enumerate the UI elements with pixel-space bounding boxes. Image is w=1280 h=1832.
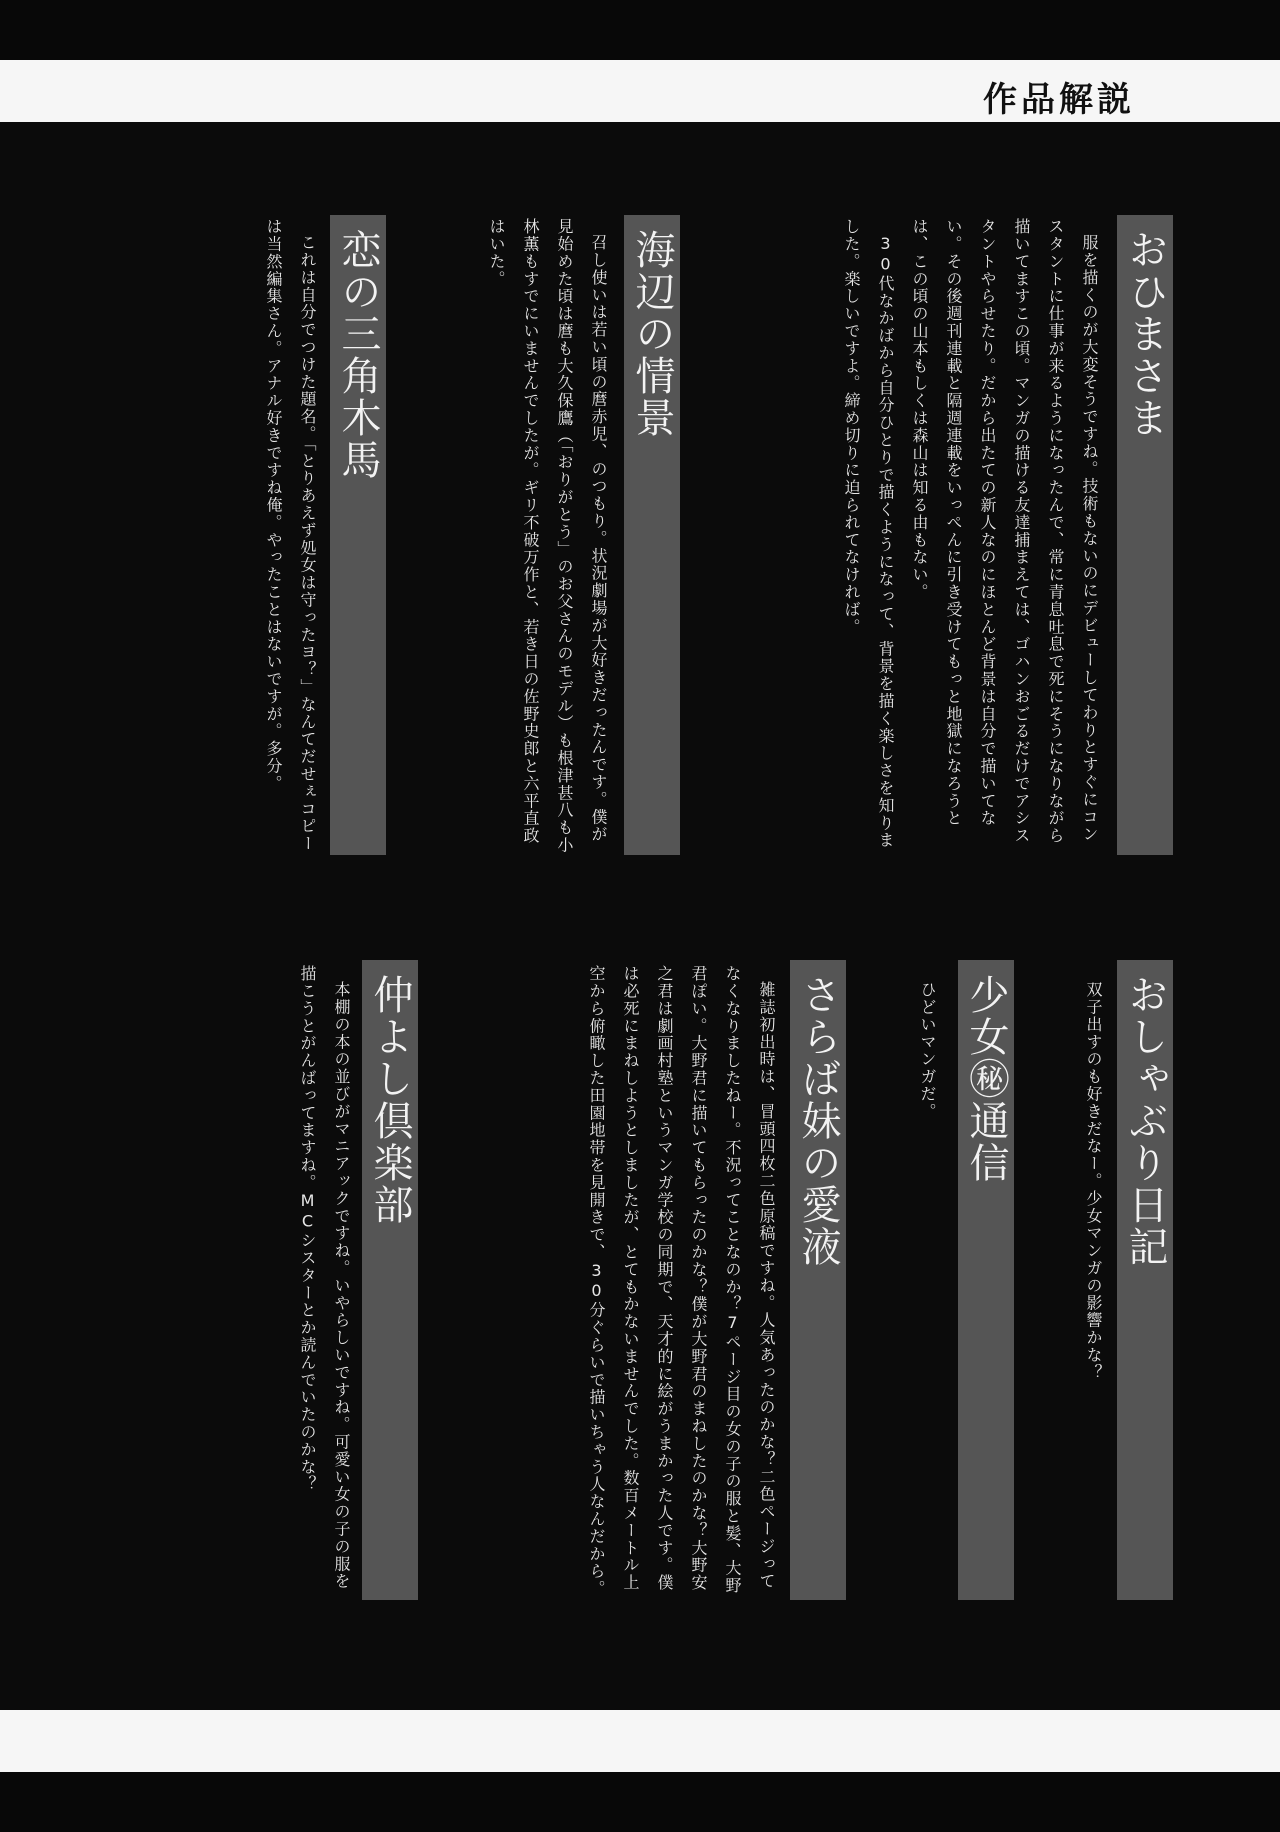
- section-body-ohimasama: [728, 218, 1106, 858]
- bottom-black-band: [0, 1772, 1280, 1832]
- paragraph: 雑誌初出時は、冒頭四枚二色原稿ですね。人気あったのかな？二色ページってなくなりましたねー。不況ってことなのか？7ページ目の女の子の服と髪、大野君ぽい。大野君に描いてもらったのかな？僕が大野君のまねしたのかな？大野安之君は劇画村塾というマンガ学校の同期で、天才的に絵がうまかった人です。僕は必死にまねしようとしましたが、とてもかないませんでした。数百メートル上空から俯瞰した田園地帯を見開きで、30分ぐらいで描いちゃう人なんだから。: [587, 965, 776, 1598]
- section-heading-text: 海辺の情景: [629, 229, 675, 439]
- paragraph: 服を描くのが大変そうですね。技術もないのにデビューしてわりとすぐにコンスタントに仕事が来るようになったんで、常に青息吐息で死にそうになりながら描いてますこの頃。マンガの描ける友達捕まえては、ゴハンおごるだけでアシスタントやらせたり。だから出たての新人なのにほとんど背景は自分で描いてない。その後週刊連載と隔週連載をいっぺんに引き受けてもっと地獄になろうとは、この頃の山本もしくは森山は知る由もない。: [910, 218, 1099, 845]
- section-heading-text: おしゃぶり日記: [1122, 974, 1168, 1268]
- paragraph: これは自分でつけた題名。「とりあえず処女は守ったヨ？」なんてだせぇコピーは当然編集さん。アナル好きですね俺。やったことはないですが。多分。: [264, 218, 317, 853]
- section-heading-ohimasama: [1117, 215, 1173, 855]
- section-body-shoujo: [900, 965, 944, 1605]
- section-heading-text: さらば妹の愛液: [795, 974, 841, 1268]
- paragraph: 召し使いは若い頃の麿赤児、のつもり。状況劇場が大好きだったんです。僕が見始めた頃は麿も大久保鷹（「おりがとう」のお父さんのモデル）も根津甚八も小林薫もすでにいませんでしたが。ギリ不破万作と、若き日の佐野史郎と六平直政はいた。: [487, 218, 608, 854]
- footer-band: [0, 1710, 1280, 1772]
- section-body-koi: [196, 218, 324, 858]
- page-title: 作品解説: [983, 80, 1135, 120]
- paragraph: 本棚の本の並びがマニアックですね。いやらしいですね。可愛い女の子の服を描こうとがんばってますね。MCシスターとか読んでいたのかな？: [298, 965, 351, 1590]
- section-heading-text: 恋の三角木馬: [335, 229, 381, 481]
- section-heading-shoujo: [958, 960, 1014, 1600]
- section-heading-oshaburi: [1117, 960, 1173, 1600]
- section-heading-nakayoshi: [362, 960, 418, 1600]
- section-heading-text: 少女㊙通信: [963, 974, 1009, 1184]
- section-heading-koi: [330, 215, 386, 855]
- section-body-oshaburi: [1066, 965, 1110, 1605]
- section-heading-text: 仲よし倶楽部: [367, 974, 413, 1226]
- paragraph: 30代なかばから自分ひとりで描くようになって、背景を描く楽しさを知りました。楽しいですよ。締め切りに迫られてなければ。: [842, 218, 895, 849]
- paragraph: ひどいマンガだ。: [918, 981, 937, 1121]
- top-black-band: [0, 0, 1280, 60]
- section-body-umibe: [405, 218, 615, 858]
- section-body-saraba: [463, 965, 783, 1605]
- section-heading-text: おひまさま: [1122, 229, 1168, 439]
- paragraph: 双子出すのも好きだなー。少女マンガの影響かな？: [1084, 981, 1103, 1382]
- section-heading-saraba: [790, 960, 846, 1600]
- section-heading-umibe: [624, 215, 680, 855]
- section-body-nakayoshi: [246, 965, 358, 1605]
